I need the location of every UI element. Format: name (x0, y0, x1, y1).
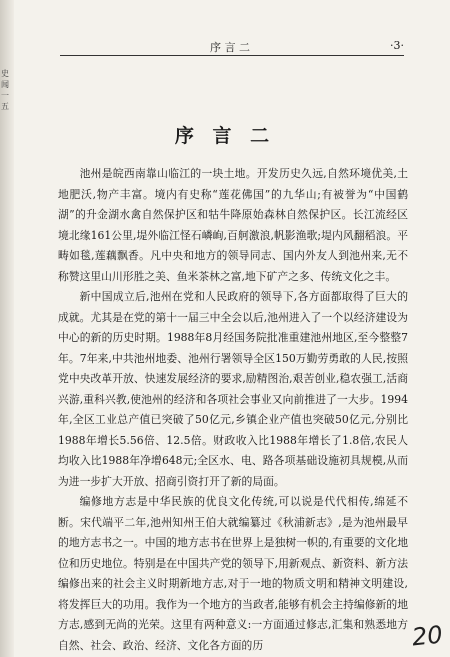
chapter-title: 序 言 二 (174, 125, 276, 147)
paragraph-1: 池州是皖西南靠山临江的一块土地。开发历史久远,自然环境优美,土地肥沃,物产丰富。境内有史称“莲花佛国”的九华山;有被誉为“中国鹤湖”的升金湖水禽自然保护区和牯牛降原始森林自然保护区。长江流经区境北缘161公里,堤外临江怪石嶙峋,百舸激浪,帆影渔歌;堤内风翻稻浪。平畴如毯,莲藕飘香。凡中央和地方的领导同志、国内外友人到池州来,无不称赞这里山川形胜之美、鱼米茶林之富,地下矿产之多、传统文化之丰。 (58, 167, 408, 283)
page-number: ·3· (390, 39, 404, 52)
paragraph-2: 新中国成立后,池州在党和人民政府的领导下,各方面都取得了巨大的成就。尤其是在党的第十一届三中全会以后,池州进入了一个以经济建设为中心的新的历史时期。1988年8月经国务院批准重建池州地区,至今整整7年。7年来,中共池州地委、池州行署领导全区150万勤劳勇敢的人民,按照党中央改革开放、快速发展经济的要求,励精图治,艰苦创业,稳农强工,活商兴游,重科兴教,使池州的经济和各项社会事业又向前推进了一大步。1994年,全区工业总产值已突破了50亿元,乡镇企业产值也突破50亿元,分别比1988年增长5.56倍、12.5倍。财政收入比1988年增长了1.8倍,农民人均收入比1988年净增648元;全区水、电、路各项基础设施初具规模,从而为进一步扩大开放、招商引资打开了新的局面。 (58, 290, 408, 488)
paragraph-3: 编修地方志是中华民族的优良文化传统,可以说是代代相传,绵延不断。宋代端平二年,池州知州王伯大就编纂过《秋浦新志》,是为池州最早的地方志书之一。中国的地方志书在世界上是独树一帜的,有重要的文化地位和历史地位。特别是在中国共产党的领导下,用新观点、新资料、新方法编修出来的社会主义时期新地方志,对于一地的物质文明和精神文明建设,将发挥巨大的功用。我作为一个地方的当政者,能够有机会主持编修新的地方志,感到无尚的光荣。这里有两种意义:一方面通过修志,汇集和熟悉地方自然、社会、政治、经济、文化各方面的历 (58, 495, 408, 652)
running-header (60, 37, 404, 56)
body-text (58, 164, 408, 656)
spine-text: 史闻一五 (1, 69, 9, 111)
handwritten-mark: 20 (410, 620, 444, 652)
header-title: 序 言 二 (210, 41, 250, 54)
binding-spine (0, 0, 14, 657)
